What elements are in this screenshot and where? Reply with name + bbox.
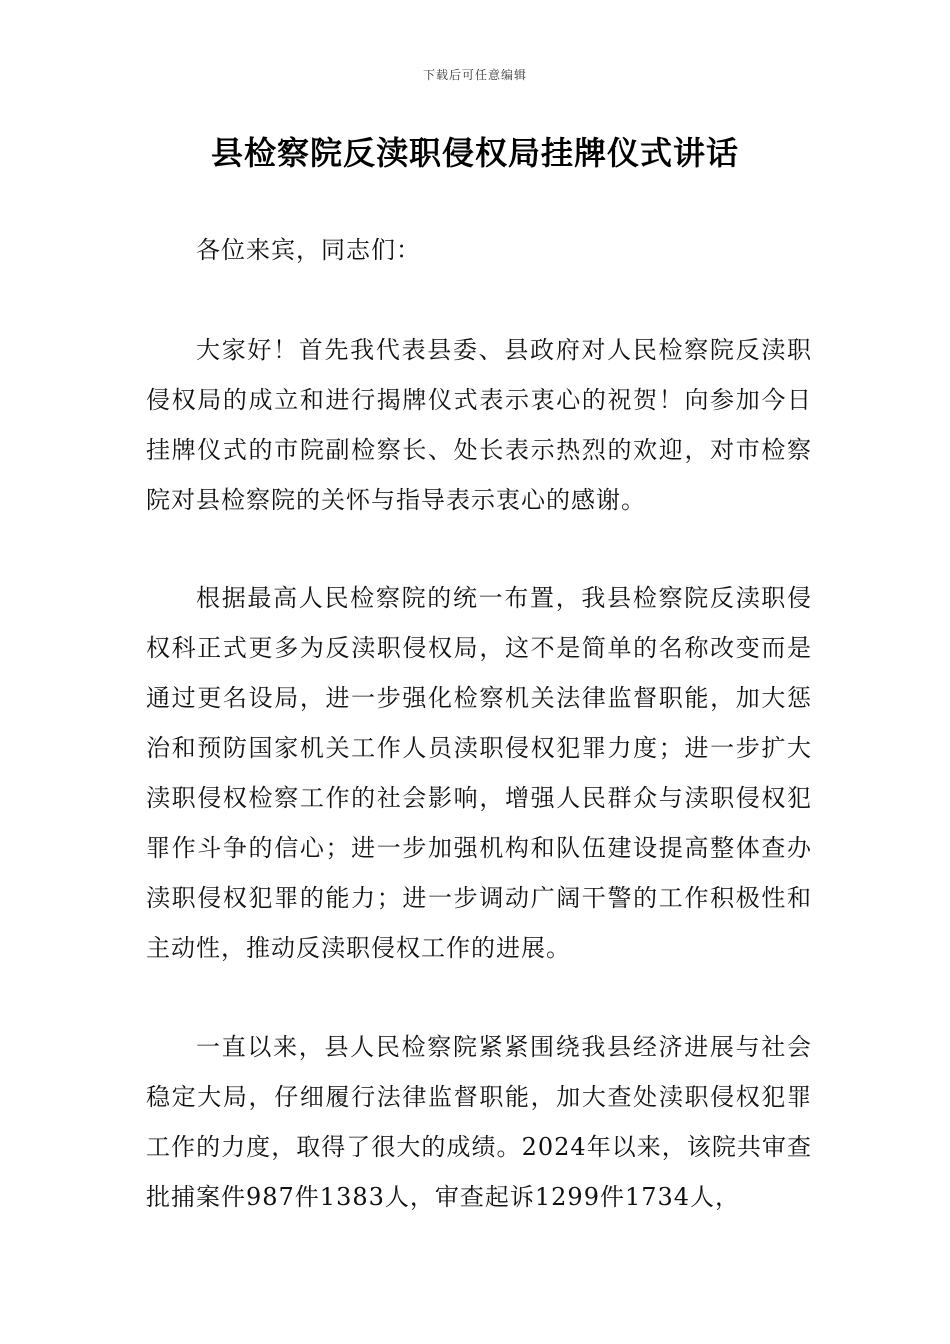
document-title: 县检察院反渎职侵权局挂牌仪式讲话 — [210, 134, 739, 172]
header-note: 下载后可任意编辑 — [422, 68, 527, 82]
paragraph-1: 大家好！首先我代表县委、县政府对人民检察院反渎职侵权局的成立和进行揭牌仪式表示衷心的祝贺！向参加今日挂牌仪式的市院副检察长、处长表示热烈的欢迎，对市检察院对县检察院的关怀与指导表示衷心的感谢。 — [146, 336, 812, 514]
paragraph-3: 一直以来，县人民检察院紧紧围绕我县经济进展与社会稳定大局，仔细履行法律监督职能，加大查处渎职侵权犯罪工作的力度，取得了很大的成绩。2024年以来，该院共审查批捕案件987件1383人，审查起诉1299件1734人， — [146, 1033, 812, 1211]
paragraph-2: 根据最高人民检察院的统一布置，我县检察院反渎职侵权科正式更多为反渎职侵权局，这不是简单的名称改变而是通过更名设局，进一步强化检察机关法律监督职能，加大惩治和预防国家机关工作人员渎职侵权犯罪力度；进一步扩大渎职侵权检察工作的社会影响，增强人民群众与渎职侵权犯罪作斗争的信心；进一步加强机构和队伍建设提高整体查办渎职侵权犯罪的能力；进一步调动广阔干警的工作积极性和主动性，推动反渎职侵权工作的进展。 — [146, 584, 812, 962]
salutation: 各位来宾，同志们： — [196, 236, 421, 264]
